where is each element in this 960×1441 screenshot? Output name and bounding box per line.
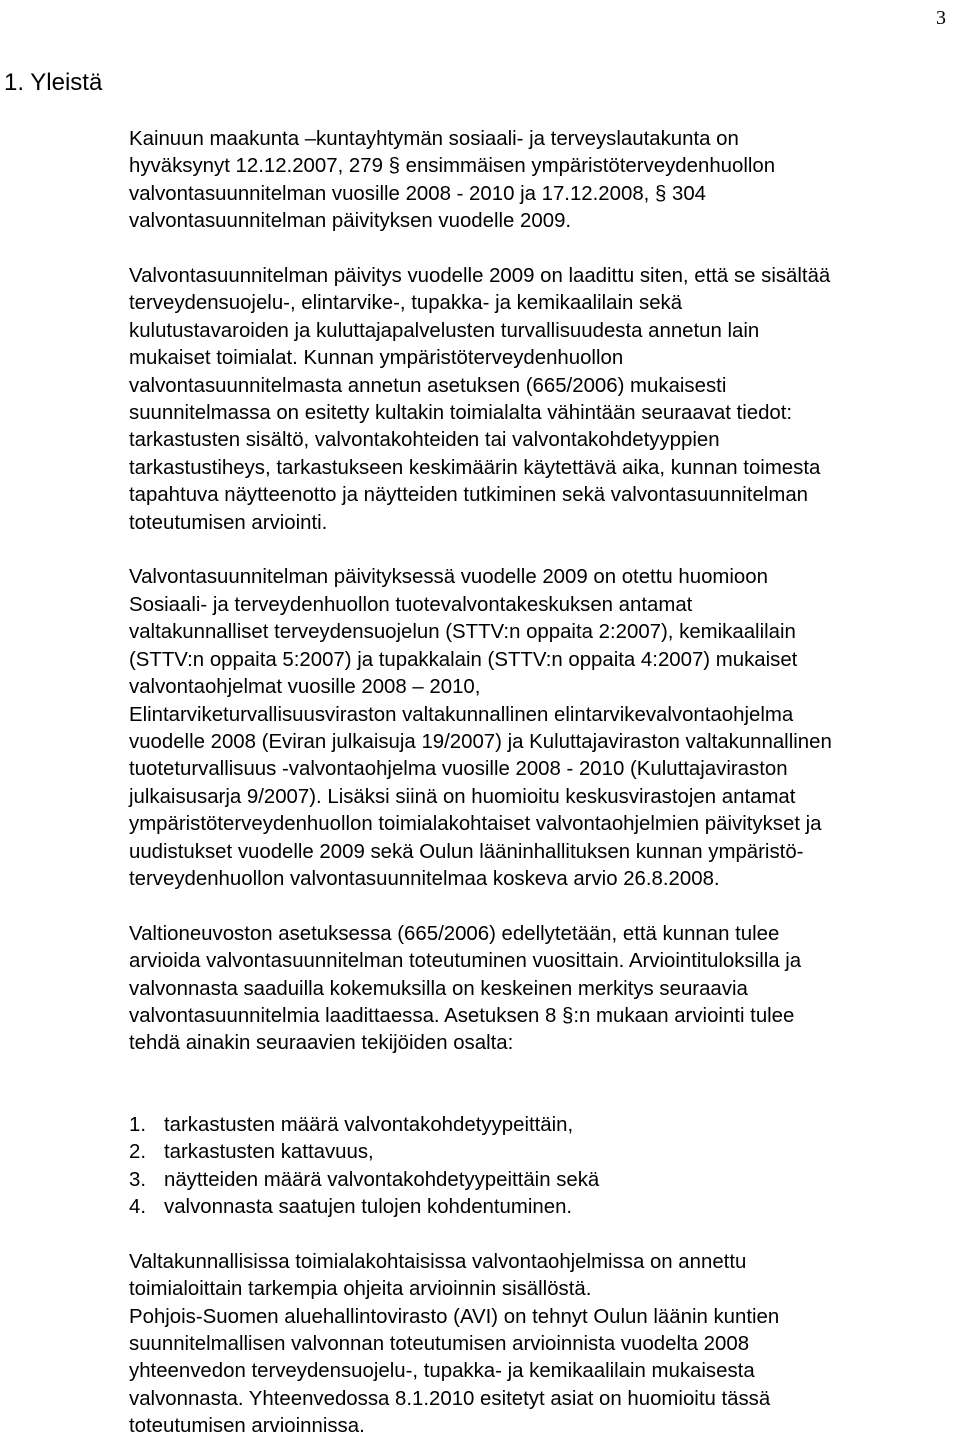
list-item [129, 1112, 955, 1139]
section-heading: 1. Yleistä [4, 69, 103, 96]
list-item-number: 3. [129, 1168, 147, 1191]
paragraph-national-programs: Valtakunnallisissa toimialakohtaisissa valvontaohjelmissa on annettu toimialoittain tarkempia ohjeita arvioinnin sisällöstä. [129, 1250, 747, 1301]
list-item [129, 1194, 955, 1221]
list-item-text: näytteiden määrä valvontakohdetyypeittäin sekä [164, 1168, 600, 1191]
list-item-number: 4. [129, 1195, 147, 1218]
paragraph-plan-update: Valvontasuunnitelman päivitys vuodelle 2009 on laadittu siten, että se sisältää terveydensuojelu-, elintarvike-, tupakka- ja kemikaalilain sekä kulutustavaroiden ja kuluttajapalvelusten turvallisuudesta annetun lain mukaiset toimialat. Kunnan ympäristöterveydenhuollon valvontasuunnitelmasta annetun asetuksen (665/2006) mukaisesti suunnitelmassa on esitetty kultakin toimialalta vähintään seuraavat tiedot: tarkastusten sisältö, valvontakohteiden tai valvontakohdetyyppien tarkastustiheys, tarkastukseen keskimäärin käytettävä aika, kunnan toimesta tapahtuva näytteenotto ja näytteiden tutkiminen sekä valvontasuunnitelman toteutumisen arviointi. [129, 265, 831, 534]
list-item-number: 1. [129, 1113, 147, 1136]
list-item-text: tarkastusten kattavuus, [164, 1141, 374, 1164]
paragraph-considerations: Valvontasuunnitelman päivityksessä vuodelle 2009 on otettu huomioon Sosiaali- ja terveydenhuollon tuotevalvontakeskuksen antamat valtakunnalliset terveydensuojelun (STTV:n oppaita 2:2007), kemikaalilain (STTV:n oppaita 5:2007) ja tupakkalain (STTV:n oppaita 4:2007) mukaiset valvontaohjelmat vuosille 2008 – 2010, Elintarviketurvallisuusviraston valtakunnallinen elintarvikevalvontaohjelma vuodelle 2008 (Eviran julkaisuja 19/2007) ja Kuluttajaviraston valtakunnallinen tuoteturvallisuus -valvontaohjelma vuosille 2008 - 2010 (Kuluttajaviraston julkaisusarja 9/2007). Lisäksi siinä on huomioitu keskusvirastojen antamat ympäristöterveydenhuollon toimialakohtaiset valvontaohjelmien päivitykset ja uudistukset vuodelle 2009 sekä Oulun lääninhallituksen kunnan ympäristö- terveydenhuollon valvontasuunnitelmaa koskeva arvio 26.8.2008. [129, 566, 832, 890]
page-number: 3 [936, 7, 946, 29]
paragraph-regulation: Valtioneuvoston asetuksessa (665/2006) edellytetään, että kunnan tulee arvioida valvontasuunnitelman toteutuminen vuosittain. Arviointituloksilla ja valvonnasta saaduilla kokemuksilla on keskeinen merkitys seuraavia valvontasuunnitelmia laadittaessa. Asetuksen 8 §:n mukaan arviointi tulee tehdä ainakin seuraavien tekijöiden osalta: [129, 922, 802, 1055]
list-item-number: 2. [129, 1141, 147, 1164]
paragraph-approval: Kainuun maakunta –kuntayhtymän sosiaali- ja terveyslautakunta on hyväksynyt 12.12.2007, 279 § ensimmäisen ympäristöterveydenhuollon valvontasuunnitelman vuosille 2008 - 2010 ja 17.12.2008, § 304 valvontasuunnitelman päivityksen vuodelle 2009. [129, 128, 776, 233]
list-item [129, 1167, 955, 1194]
list-item [129, 1139, 955, 1166]
document-body [129, 126, 955, 1441]
paragraph-avi-summary: Pohjois-Suomen aluehallintovirasto (AVI) on tehnyt Oulun läänin kuntien suunnitelmallisen valvonnan toteutumisen arvioinnista vuodelta 2008 yhteenvedon terveydensuojelu-, tupakka- ja kemikaalilain mukaisesta valvonnasta. Yhteenvedossa 8.1.2010 esitetyt asiat on huomioitu tässä toteutumisen arvioinnissa. [129, 1305, 780, 1438]
evaluation-criteria-list [129, 1112, 955, 1222]
list-item-text: valvonnasta saatujen tulojen kohdentuminen. [164, 1195, 573, 1218]
list-item-text: tarkastusten määrä valvontakohdetyypeittäin, [164, 1113, 574, 1136]
